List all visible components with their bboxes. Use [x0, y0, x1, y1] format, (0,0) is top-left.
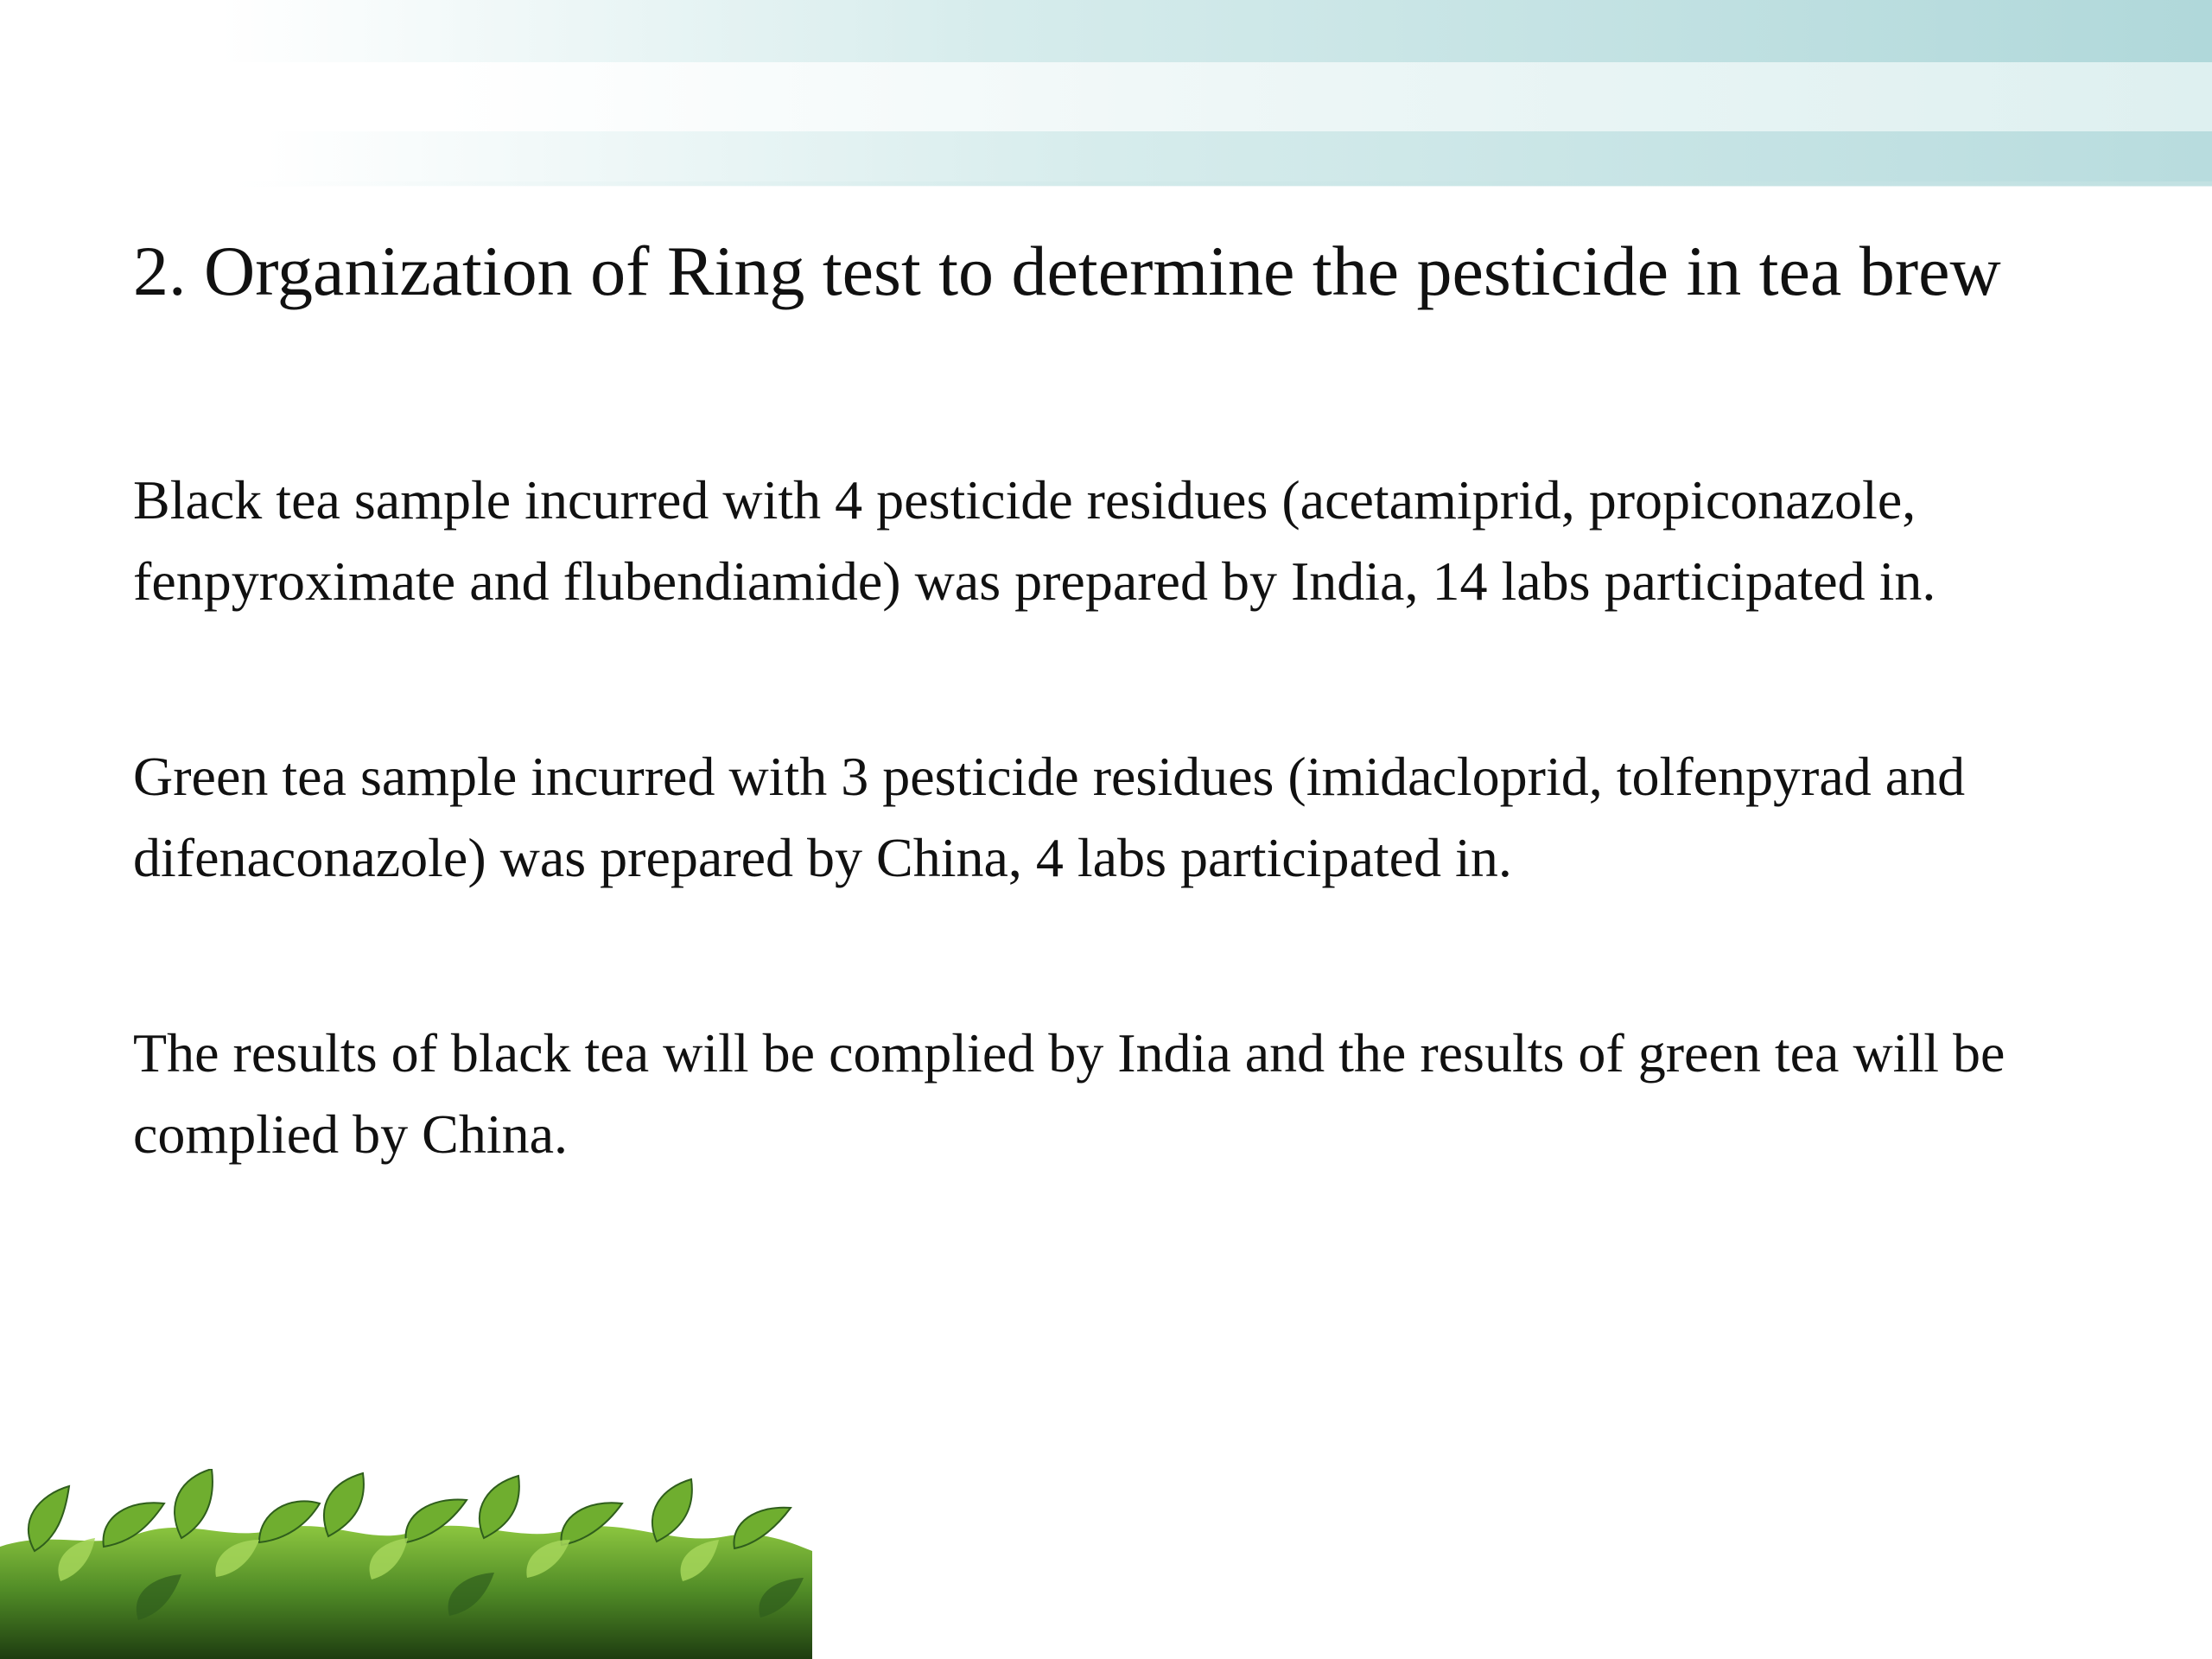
header-stripe [0, 62, 2212, 131]
slide-content [133, 223, 2120, 1175]
paragraph-black-tea: Black tea sample incurred with 4 pesticide residues (acetamiprid, propiconazole, fenpyroximate and flubendiamide) was prepared by India, 14 labs participated in. [133, 469, 1936, 612]
header-decoration-band [0, 0, 2212, 186]
paragraph-results: The results of black tea will be complied by India and the results of green tea will be complied by China. [133, 1022, 2005, 1165]
header-stripe [0, 0, 2212, 62]
slide-title: 2. Organization of Ring test to determine the pesticide in tea brew [133, 232, 2001, 310]
tea-leaves-image [0, 1469, 812, 1659]
header-stripe [0, 181, 2212, 187]
paragraph-green-tea: Green tea sample incurred with 3 pesticide residues (imidacloprid, tolfenpyrad and difenaconazole) was prepared by China, 4 labs participated in. [133, 746, 1966, 888]
header-stripe [0, 131, 2212, 186]
